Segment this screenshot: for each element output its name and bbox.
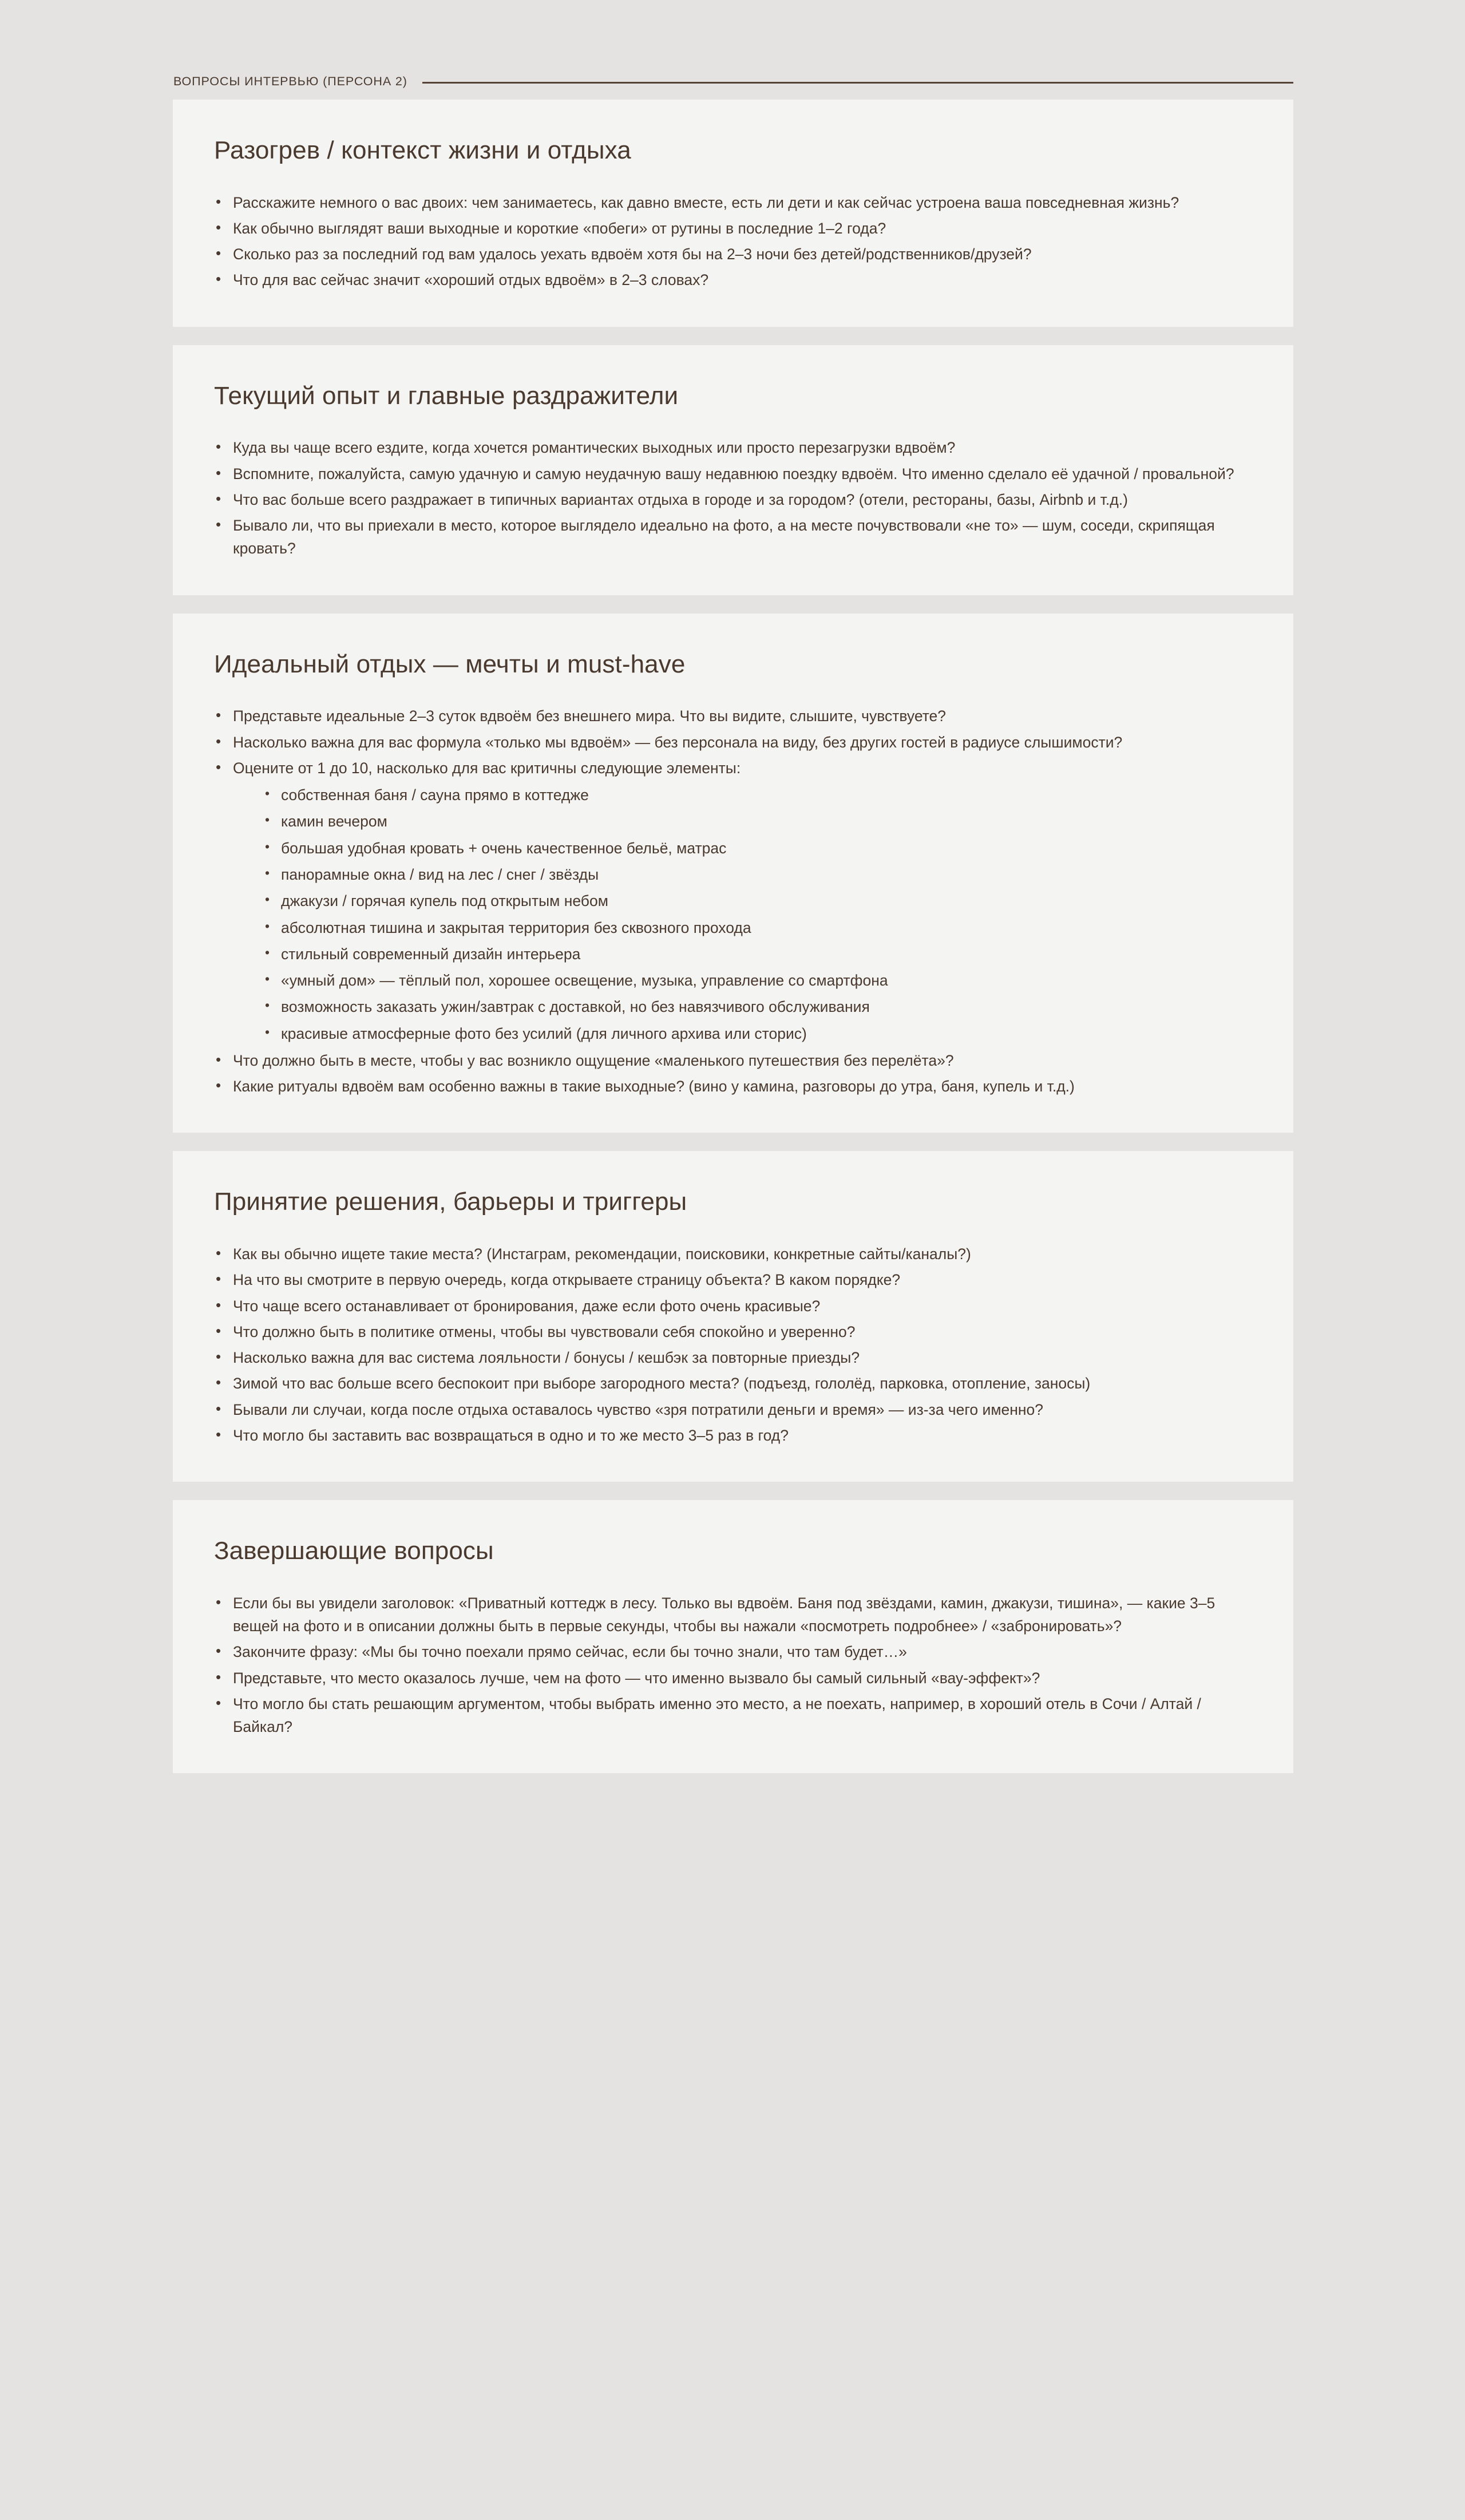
- section-card: [173, 345, 1293, 595]
- section-card: [173, 614, 1293, 1133]
- question-item: [214, 514, 1252, 560]
- question-item: [214, 1049, 1252, 1072]
- question-text: Представьте идеальные 2–3 суток вдвоём без внешнего мира. Что вы видите, слышите, чувствуете?: [233, 707, 947, 725]
- question-item: [214, 217, 1252, 240]
- criteria-item: • джакузи / горячая купель под открытым небом: [264, 889, 1252, 912]
- question-text: Бывали ли случаи, когда после отдыха оставалось чувство «зря потратили деньги и время» — из-за чего именно?: [233, 1401, 1044, 1418]
- header-label: ВОПРОСЫ ИНТЕРВЬЮ (ПЕРСОНА 2): [173, 74, 407, 89]
- question-item: [214, 1243, 1252, 1265]
- question-item: [214, 1398, 1252, 1421]
- criteria-item: • возможность заказать ужин/завтрак с доставкой, но без навязчивого обслуживания: [264, 995, 1252, 1018]
- page-header: [0, 0, 1465, 100]
- question-list: [214, 1592, 1252, 1739]
- section-card: [173, 100, 1293, 327]
- section-title: Разогрев / контекст жизни и отдыха: [214, 136, 631, 164]
- question-text: Если бы вы увидели заголовок: «Приватный коттедж в лесу. Только вы вдвоём. Баня под звёздами, камин, джакузи, тишина», — какие 3–5 вещей на фото и в описании должны быть в первые секунды, чтобы вы нажали «посмотреть подробнее» / «забронировать»?: [233, 1594, 1215, 1635]
- question-text: Сколько раз за последний год вам удалось уехать вдвоём хотя бы на 2–3 ночи без детей/родственников/друзей?: [233, 246, 1032, 263]
- question-item: [214, 462, 1252, 485]
- question-text: Насколько важна для вас система лояльности / бонусы / кешбэк за повторные приезды?: [233, 1349, 860, 1367]
- section-title: Текущий опыт и главные раздражители: [214, 381, 679, 410]
- question-text: Что должно быть в месте, чтобы у вас возникло ощущение «маленького путешествия без перелёта»?: [233, 1051, 954, 1069]
- question-item: [214, 243, 1252, 266]
- question-text: На что вы смотрите в первую очередь, когда открываете страницу объекта? В каком порядке?: [233, 1271, 901, 1289]
- question-item: [214, 731, 1252, 754]
- criteria-item: • собственная баня / сауна прямо в коттедже: [264, 784, 1252, 806]
- question-item: [214, 1692, 1252, 1739]
- question-item: [214, 488, 1252, 511]
- question-text: Что для вас сейчас значит «хороший отдых вдвоём» в 2–3 словах?: [233, 271, 709, 289]
- question-item: [214, 1268, 1252, 1291]
- question-item: [214, 1424, 1252, 1447]
- criteria-item: • стильный современный дизайн интерьера: [264, 943, 1252, 966]
- question-text: Представьте, что место оказалось лучше, чем на фото — что именно вызвало бы самый сильный «вау-эффект»?: [233, 1669, 1040, 1687]
- section-title: Идеальный отдых — мечты и must-have: [214, 650, 686, 678]
- question-item: [214, 705, 1252, 727]
- question-item: [214, 1346, 1252, 1369]
- question-item: [214, 436, 1252, 459]
- question-item: [214, 1372, 1252, 1395]
- question-text: Закончите фразу: «Мы бы точно поехали прямо сейчас, если бы точно знали, что там будет…»: [233, 1643, 907, 1661]
- question-text: Вспомните, пожалуйста, самую удачную и самую неудачную вашу недавнюю поездку вдвоём. Что именно сделало её удачной / провальной?: [233, 465, 1234, 482]
- question-item: [214, 1592, 1252, 1638]
- criteria-item: • панорамные окна / вид на лес / снег / звёзды: [264, 863, 1252, 886]
- question-text: Что могло бы стать решающим аргументом, чтобы выбрать именно это место, а не поехать, например, в хороший отель в Сочи / Алтай / Байкал?: [233, 1695, 1201, 1736]
- question-item: [214, 1667, 1252, 1690]
- criteria-list: [233, 784, 1252, 1045]
- question-text: Оцените от 1 до 10, насколько для вас критичны следующие элементы:: [233, 759, 741, 777]
- sections-container: [0, 100, 1465, 1773]
- criteria-item: • камин вечером: [264, 810, 1252, 833]
- question-item: [214, 757, 1252, 1045]
- criteria-item: • «умный дом» — тёплый пол, хорошее освещение, музыка, управление со смартфона: [264, 969, 1252, 992]
- section-title: Принятие решения, барьеры и триггеры: [214, 1188, 687, 1216]
- question-text: Что вас больше всего раздражает в типичных вариантах отдыха в городе и за городом? (отели, рестораны, базы, Airbnb и т.д.): [233, 490, 1128, 508]
- section-card: [173, 1500, 1293, 1773]
- criteria-item: • красивые атмосферные фото без усилий (для личного архива или сторис): [264, 1022, 1252, 1045]
- question-text: Что могло бы заставить вас возвращаться в одно и то же место 3–5 раз в год?: [233, 1426, 789, 1444]
- header-divider: [422, 82, 1293, 84]
- question-text: Что чаще всего останавливает от бронирования, даже если фото очень красивые?: [233, 1297, 821, 1315]
- question-item: [214, 191, 1252, 214]
- question-item: [214, 1075, 1252, 1098]
- section-title: Завершающие вопросы: [214, 1537, 494, 1565]
- question-text: Что должно быть в политике отмены, чтобы вы чувствовали себя спокойно и уверенно?: [233, 1323, 856, 1340]
- question-item: [214, 1320, 1252, 1343]
- question-list: [214, 705, 1252, 1098]
- question-text: Насколько важна для вас формула «только мы вдвоём» — без персонала на виду, без других гостей в радиусе слышимости?: [233, 733, 1123, 751]
- question-item: [214, 1295, 1252, 1318]
- question-text: Куда вы чаще всего ездите, когда хочется романтических выходных или просто перезагрузки вдвоём?: [233, 439, 956, 457]
- question-list: [214, 191, 1252, 292]
- criteria-item: • большая удобная кровать + очень качественное бельё, матрас: [264, 837, 1252, 860]
- question-text: Как обычно выглядят ваши выходные и короткие «побеги» от рутины в последние 1–2 года?: [233, 219, 886, 237]
- criteria-item: • абсолютная тишина и закрытая территория без сквозного прохода: [264, 916, 1252, 939]
- question-text: Зимой что вас больше всего беспокоит при выборе загородного места? (подъезд, гололёд, парковка, отопление, заносы): [233, 1375, 1091, 1392]
- question-text: Как вы обычно ищете такие места? (Инстаграм, рекомендации, поисковики, конкретные сайты/каналы?): [233, 1245, 971, 1263]
- question-text: Какие ритуалы вдвоём вам особенно важны в такие выходные? (вино у камина, разговоры до утра, баня, купель и т.д.): [233, 1078, 1075, 1095]
- question-item: [214, 268, 1252, 291]
- question-list: [214, 1243, 1252, 1447]
- question-text: Расскажите немного о вас двоих: чем занимаетесь, как давно вместе, есть ли дети и как сейчас устроена ваша повседневная жизнь?: [233, 193, 1179, 211]
- section-card: [173, 1151, 1293, 1482]
- question-item: [214, 1640, 1252, 1663]
- question-text: Бывало ли, что вы приехали в место, которое выглядело идеально на фото, а на месте почувствовали «не то» — шум, соседи, скрипящая кровать?: [233, 517, 1215, 557]
- question-list: [214, 436, 1252, 560]
